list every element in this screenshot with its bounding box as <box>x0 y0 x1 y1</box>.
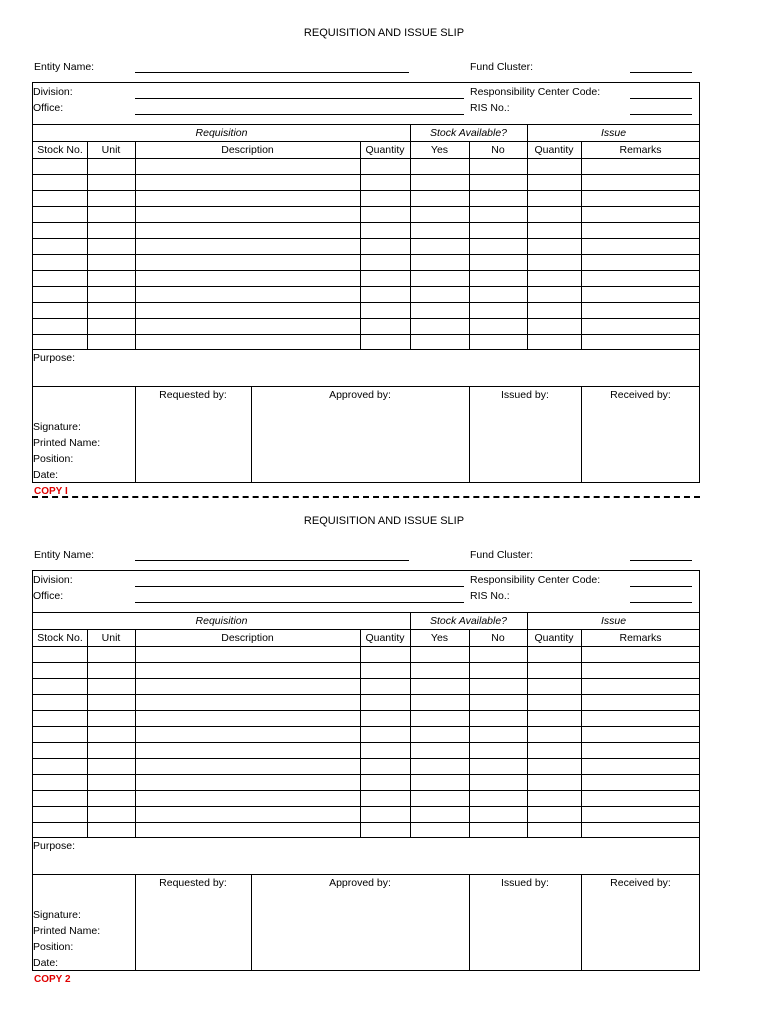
responsibility-center-code-field[interactable] <box>630 98 692 99</box>
cell-description[interactable] <box>135 255 360 270</box>
cell-unit[interactable] <box>87 775 135 790</box>
cell-yes[interactable] <box>410 255 469 270</box>
column-header-no: No <box>491 632 505 644</box>
cell-remarks[interactable] <box>581 159 700 174</box>
cell-yes[interactable] <box>410 287 469 302</box>
cell-yes[interactable] <box>410 223 469 238</box>
copy-label: COPY I <box>34 486 68 497</box>
cell-remarks[interactable] <box>581 207 700 222</box>
cell-remarks[interactable] <box>581 647 700 662</box>
requested-by-label: Requested by: <box>159 389 227 401</box>
cell-quantity[interactable] <box>360 823 410 838</box>
cell-stock-no[interactable] <box>33 303 87 318</box>
cell-yes[interactable] <box>410 271 469 286</box>
position-label: Position: <box>33 453 74 465</box>
cell-issue-quantity[interactable] <box>527 335 581 350</box>
cell-stock-no[interactable] <box>33 759 87 774</box>
rule <box>469 141 470 349</box>
cell-yes[interactable] <box>410 679 469 694</box>
cell-unit[interactable] <box>87 823 135 838</box>
cell-stock-no[interactable] <box>33 175 87 190</box>
ris-no-field[interactable] <box>630 114 692 115</box>
cell-quantity[interactable] <box>360 679 410 694</box>
cell-stock-no[interactable] <box>33 319 87 334</box>
cell-stock-no[interactable] <box>33 287 87 302</box>
cell-no[interactable] <box>469 743 527 758</box>
cell-issue-quantity[interactable] <box>527 191 581 206</box>
cell-remarks[interactable] <box>581 759 700 774</box>
fund-cluster-label: Fund Cluster: <box>470 549 534 561</box>
cell-description[interactable] <box>135 727 360 742</box>
rule <box>360 141 361 349</box>
cell-issue-quantity[interactable] <box>527 647 581 662</box>
cell-yes[interactable] <box>410 207 469 222</box>
cell-issue-quantity[interactable] <box>527 743 581 758</box>
received-by-label: Received by: <box>610 877 671 889</box>
cell-yes[interactable] <box>410 695 469 710</box>
column-header-stock-no: Stock No. <box>37 144 83 156</box>
cell-stock-no[interactable] <box>33 663 87 678</box>
cell-issue-quantity[interactable] <box>527 303 581 318</box>
cell-remarks[interactable] <box>581 663 700 678</box>
cell-description[interactable] <box>135 743 360 758</box>
approved-by-label: Approved by: <box>329 877 391 889</box>
rule <box>32 141 700 142</box>
cell-quantity[interactable] <box>360 319 410 334</box>
rule <box>469 874 470 971</box>
column-header-issue-quantity: Quantity <box>534 632 574 644</box>
cell-no[interactable] <box>469 807 527 822</box>
purpose-label: Purpose: <box>33 840 76 852</box>
cell-yes[interactable] <box>410 823 469 838</box>
cell-stock-no[interactable] <box>33 807 87 822</box>
office-field[interactable] <box>135 114 464 115</box>
signature-label: Signature: <box>33 909 81 921</box>
printed-name-label: Printed Name: <box>33 925 101 937</box>
ris-no-label: RIS No.: <box>470 102 510 114</box>
rule <box>581 629 582 837</box>
rule <box>527 124 528 349</box>
division-field[interactable] <box>135 586 464 587</box>
cell-stock-no[interactable] <box>33 743 87 758</box>
date-label: Date: <box>33 469 59 481</box>
cell-quantity[interactable] <box>360 223 410 238</box>
entity-name-field[interactable] <box>135 72 409 73</box>
cell-stock-no[interactable] <box>33 647 87 662</box>
cell-yes[interactable] <box>410 759 469 774</box>
cell-description[interactable] <box>135 271 360 286</box>
cell-yes[interactable] <box>410 647 469 662</box>
rule <box>32 612 700 613</box>
cell-quantity[interactable] <box>360 759 410 774</box>
approved-by-label: Approved by: <box>329 389 391 401</box>
rule <box>469 629 470 837</box>
column-header-issue-quantity: Quantity <box>534 144 574 156</box>
cell-quantity[interactable] <box>360 695 410 710</box>
issued-by-label: Issued by: <box>501 389 549 401</box>
cell-remarks[interactable] <box>581 727 700 742</box>
cell-no[interactable] <box>469 647 527 662</box>
cell-unit[interactable] <box>87 679 135 694</box>
cell-quantity[interactable] <box>360 207 410 222</box>
cell-quantity[interactable] <box>360 255 410 270</box>
stock-available-group-header: Stock Available? <box>429 615 508 627</box>
issue-group-header: Issue <box>600 615 627 627</box>
cell-description[interactable] <box>135 823 360 838</box>
ris-no-field[interactable] <box>630 602 692 603</box>
cell-remarks[interactable] <box>581 271 700 286</box>
cell-issue-quantity[interactable] <box>527 775 581 790</box>
cell-quantity[interactable] <box>360 335 410 350</box>
date-label: Date: <box>33 957 59 969</box>
column-header-yes: Yes <box>430 632 449 644</box>
rule <box>410 612 411 837</box>
cell-stock-no[interactable] <box>33 239 87 254</box>
column-header-description: Description <box>221 632 274 644</box>
cell-yes[interactable] <box>410 663 469 678</box>
cell-yes[interactable] <box>410 191 469 206</box>
cell-no[interactable] <box>469 335 527 350</box>
cell-remarks[interactable] <box>581 319 700 334</box>
cell-no[interactable] <box>469 271 527 286</box>
cell-no[interactable] <box>469 255 527 270</box>
cell-stock-no[interactable] <box>33 727 87 742</box>
purpose-label: Purpose: <box>33 352 76 364</box>
cell-stock-no[interactable] <box>33 159 87 174</box>
rule <box>87 629 88 837</box>
cell-stock-no[interactable] <box>33 679 87 694</box>
cell-issue-quantity[interactable] <box>527 319 581 334</box>
cell-description[interactable] <box>135 791 360 806</box>
cell-unit[interactable] <box>87 319 135 334</box>
cell-unit[interactable] <box>87 695 135 710</box>
cell-stock-no[interactable] <box>33 711 87 726</box>
cell-no[interactable] <box>469 823 527 838</box>
fund-cluster-field[interactable] <box>630 72 692 73</box>
cell-remarks[interactable] <box>581 775 700 790</box>
cell-yes[interactable] <box>410 711 469 726</box>
cell-remarks[interactable] <box>581 807 700 822</box>
stock-available-group-header: Stock Available? <box>429 127 508 139</box>
cell-yes[interactable] <box>410 319 469 334</box>
rule <box>32 349 700 350</box>
cell-unit[interactable] <box>87 207 135 222</box>
cell-description[interactable] <box>135 319 360 334</box>
cell-issue-quantity[interactable] <box>527 255 581 270</box>
cell-remarks[interactable] <box>581 255 700 270</box>
cell-stock-no[interactable] <box>33 207 87 222</box>
cell-description[interactable] <box>135 207 360 222</box>
column-header-remarks: Remarks <box>619 144 662 156</box>
cell-quantity[interactable] <box>360 303 410 318</box>
cell-stock-no[interactable] <box>33 823 87 838</box>
cell-no[interactable] <box>469 191 527 206</box>
cell-unit[interactable] <box>87 287 135 302</box>
cell-remarks[interactable] <box>581 287 700 302</box>
responsibility-center-code-label: Responsibility Center Code: <box>470 86 601 98</box>
cell-unit[interactable] <box>87 743 135 758</box>
rule <box>135 141 136 349</box>
cell-quantity[interactable] <box>360 791 410 806</box>
cell-no[interactable] <box>469 175 527 190</box>
cell-quantity[interactable] <box>360 663 410 678</box>
cell-remarks[interactable] <box>581 791 700 806</box>
cell-remarks[interactable] <box>581 335 700 350</box>
column-header-yes: Yes <box>430 144 449 156</box>
cell-remarks[interactable] <box>581 223 700 238</box>
cell-description[interactable] <box>135 647 360 662</box>
cell-issue-quantity[interactable] <box>527 823 581 838</box>
cell-issue-quantity[interactable] <box>527 175 581 190</box>
requisition-group-header: Requisition <box>195 127 248 139</box>
division-field[interactable] <box>135 98 464 99</box>
cell-description[interactable] <box>135 239 360 254</box>
requisition-group-header: Requisition <box>195 615 248 627</box>
cell-quantity[interactable] <box>360 807 410 822</box>
cell-no[interactable] <box>469 711 527 726</box>
cell-description[interactable] <box>135 759 360 774</box>
cell-description[interactable] <box>135 679 360 694</box>
cell-unit[interactable] <box>87 239 135 254</box>
column-header-description: Description <box>221 144 274 156</box>
cell-unit[interactable] <box>87 191 135 206</box>
rule <box>360 629 361 837</box>
cell-remarks[interactable] <box>581 679 700 694</box>
cell-remarks[interactable] <box>581 303 700 318</box>
cell-description[interactable] <box>135 335 360 350</box>
cell-yes[interactable] <box>410 791 469 806</box>
cell-issue-quantity[interactable] <box>527 679 581 694</box>
cell-unit[interactable] <box>87 727 135 742</box>
responsibility-center-code-label: Responsibility Center Code: <box>470 574 601 586</box>
cell-unit[interactable] <box>87 303 135 318</box>
cell-yes[interactable] <box>410 743 469 758</box>
position-label: Position: <box>33 941 74 953</box>
cell-remarks[interactable] <box>581 239 700 254</box>
cell-stock-no[interactable] <box>33 775 87 790</box>
rule <box>32 837 700 838</box>
office-label: Office: <box>33 102 64 114</box>
rule <box>410 124 411 349</box>
cell-no[interactable] <box>469 759 527 774</box>
cell-stock-no[interactable] <box>33 223 87 238</box>
cell-unit[interactable] <box>87 759 135 774</box>
rule <box>32 629 700 630</box>
column-header-unit: Unit <box>101 632 121 644</box>
cell-no[interactable] <box>469 207 527 222</box>
cell-issue-quantity[interactable] <box>527 223 581 238</box>
cell-description[interactable] <box>135 663 360 678</box>
cell-no[interactable] <box>469 727 527 742</box>
cell-unit[interactable] <box>87 335 135 350</box>
cell-unit[interactable] <box>87 647 135 662</box>
cell-issue-quantity[interactable] <box>527 711 581 726</box>
cell-quantity[interactable] <box>360 271 410 286</box>
division-label: Division: <box>33 574 73 586</box>
cell-description[interactable] <box>135 287 360 302</box>
cell-unit[interactable] <box>87 255 135 270</box>
entity-name-label: Entity Name: <box>34 61 95 73</box>
received-by-label: Received by: <box>610 389 671 401</box>
rule <box>32 874 700 875</box>
cell-remarks[interactable] <box>581 823 700 838</box>
cell-stock-no[interactable] <box>33 695 87 710</box>
cut-line-divider <box>32 496 700 498</box>
issued-by-label: Issued by: <box>501 877 549 889</box>
rule <box>32 386 700 387</box>
cell-remarks[interactable] <box>581 743 700 758</box>
cell-remarks[interactable] <box>581 175 700 190</box>
column-header-quantity: Quantity <box>365 632 405 644</box>
cell-issue-quantity[interactable] <box>527 159 581 174</box>
slip-title: REQUISITION AND ISSUE SLIP <box>303 27 465 39</box>
cell-stock-no[interactable] <box>33 255 87 270</box>
cell-quantity[interactable] <box>360 159 410 174</box>
cell-yes[interactable] <box>410 239 469 254</box>
rule <box>527 612 528 837</box>
rule <box>32 124 700 125</box>
cell-yes[interactable] <box>410 807 469 822</box>
cell-remarks[interactable] <box>581 695 700 710</box>
cell-issue-quantity[interactable] <box>527 695 581 710</box>
cell-yes[interactable] <box>410 775 469 790</box>
cell-remarks[interactable] <box>581 191 700 206</box>
cell-issue-quantity[interactable] <box>527 239 581 254</box>
rule <box>87 141 88 349</box>
cell-stock-no[interactable] <box>33 191 87 206</box>
cell-quantity[interactable] <box>360 711 410 726</box>
cell-description[interactable] <box>135 695 360 710</box>
office-field[interactable] <box>135 602 464 603</box>
cell-unit[interactable] <box>87 711 135 726</box>
cell-stock-no[interactable] <box>33 335 87 350</box>
cell-issue-quantity[interactable] <box>527 287 581 302</box>
cell-no[interactable] <box>469 775 527 790</box>
printed-name-label: Printed Name: <box>33 437 101 449</box>
cell-no[interactable] <box>469 159 527 174</box>
cell-description[interactable] <box>135 303 360 318</box>
cell-description[interactable] <box>135 775 360 790</box>
cell-issue-quantity[interactable] <box>527 663 581 678</box>
rule <box>135 629 136 837</box>
cell-no[interactable] <box>469 663 527 678</box>
column-header-quantity: Quantity <box>365 144 405 156</box>
cell-quantity[interactable] <box>360 239 410 254</box>
signature-label: Signature: <box>33 421 81 433</box>
cell-issue-quantity[interactable] <box>527 727 581 742</box>
cell-no[interactable] <box>469 791 527 806</box>
column-header-remarks: Remarks <box>619 632 662 644</box>
cell-yes[interactable] <box>410 159 469 174</box>
rule <box>469 386 470 483</box>
cell-description[interactable] <box>135 159 360 174</box>
issue-group-header: Issue <box>600 127 627 139</box>
cell-description[interactable] <box>135 191 360 206</box>
cell-quantity[interactable] <box>360 647 410 662</box>
cell-description[interactable] <box>135 223 360 238</box>
cell-description[interactable] <box>135 711 360 726</box>
cell-description[interactable] <box>135 807 360 822</box>
entity-name-field[interactable] <box>135 560 409 561</box>
cell-quantity[interactable] <box>360 287 410 302</box>
cell-unit[interactable] <box>87 175 135 190</box>
fund-cluster-field[interactable] <box>630 560 692 561</box>
cell-quantity[interactable] <box>360 175 410 190</box>
cell-description[interactable] <box>135 175 360 190</box>
fund-cluster-label: Fund Cluster: <box>470 61 534 73</box>
cell-no[interactable] <box>469 303 527 318</box>
cell-quantity[interactable] <box>360 191 410 206</box>
cell-unit[interactable] <box>87 271 135 286</box>
cell-no[interactable] <box>469 319 527 334</box>
cell-quantity[interactable] <box>360 727 410 742</box>
division-label: Division: <box>33 86 73 98</box>
rule <box>581 141 582 349</box>
cell-stock-no[interactable] <box>33 271 87 286</box>
entity-name-label: Entity Name: <box>34 549 95 561</box>
column-header-unit: Unit <box>101 144 121 156</box>
cell-unit[interactable] <box>87 807 135 822</box>
cell-stock-no[interactable] <box>33 791 87 806</box>
ris-no-label: RIS No.: <box>470 590 510 602</box>
cell-quantity[interactable] <box>360 743 410 758</box>
cell-no[interactable] <box>469 679 527 694</box>
slip-title: REQUISITION AND ISSUE SLIP <box>303 515 465 527</box>
cell-no[interactable] <box>469 695 527 710</box>
cell-no[interactable] <box>469 223 527 238</box>
cell-no[interactable] <box>469 239 527 254</box>
cell-unit[interactable] <box>87 663 135 678</box>
column-header-no: No <box>491 144 505 156</box>
cell-unit[interactable] <box>87 159 135 174</box>
cell-unit[interactable] <box>87 223 135 238</box>
cell-no[interactable] <box>469 287 527 302</box>
cell-remarks[interactable] <box>581 711 700 726</box>
cell-quantity[interactable] <box>360 775 410 790</box>
cell-issue-quantity[interactable] <box>527 759 581 774</box>
cell-issue-quantity[interactable] <box>527 791 581 806</box>
cell-yes[interactable] <box>410 727 469 742</box>
column-header-stock-no: Stock No. <box>37 632 83 644</box>
copy-label: COPY 2 <box>34 974 71 985</box>
cell-issue-quantity[interactable] <box>527 271 581 286</box>
cell-yes[interactable] <box>410 335 469 350</box>
cell-yes[interactable] <box>410 303 469 318</box>
office-label: Office: <box>33 590 64 602</box>
cell-yes[interactable] <box>410 175 469 190</box>
requested-by-label: Requested by: <box>159 877 227 889</box>
cell-unit[interactable] <box>87 791 135 806</box>
cell-issue-quantity[interactable] <box>527 207 581 222</box>
cell-issue-quantity[interactable] <box>527 807 581 822</box>
responsibility-center-code-field[interactable] <box>630 586 692 587</box>
